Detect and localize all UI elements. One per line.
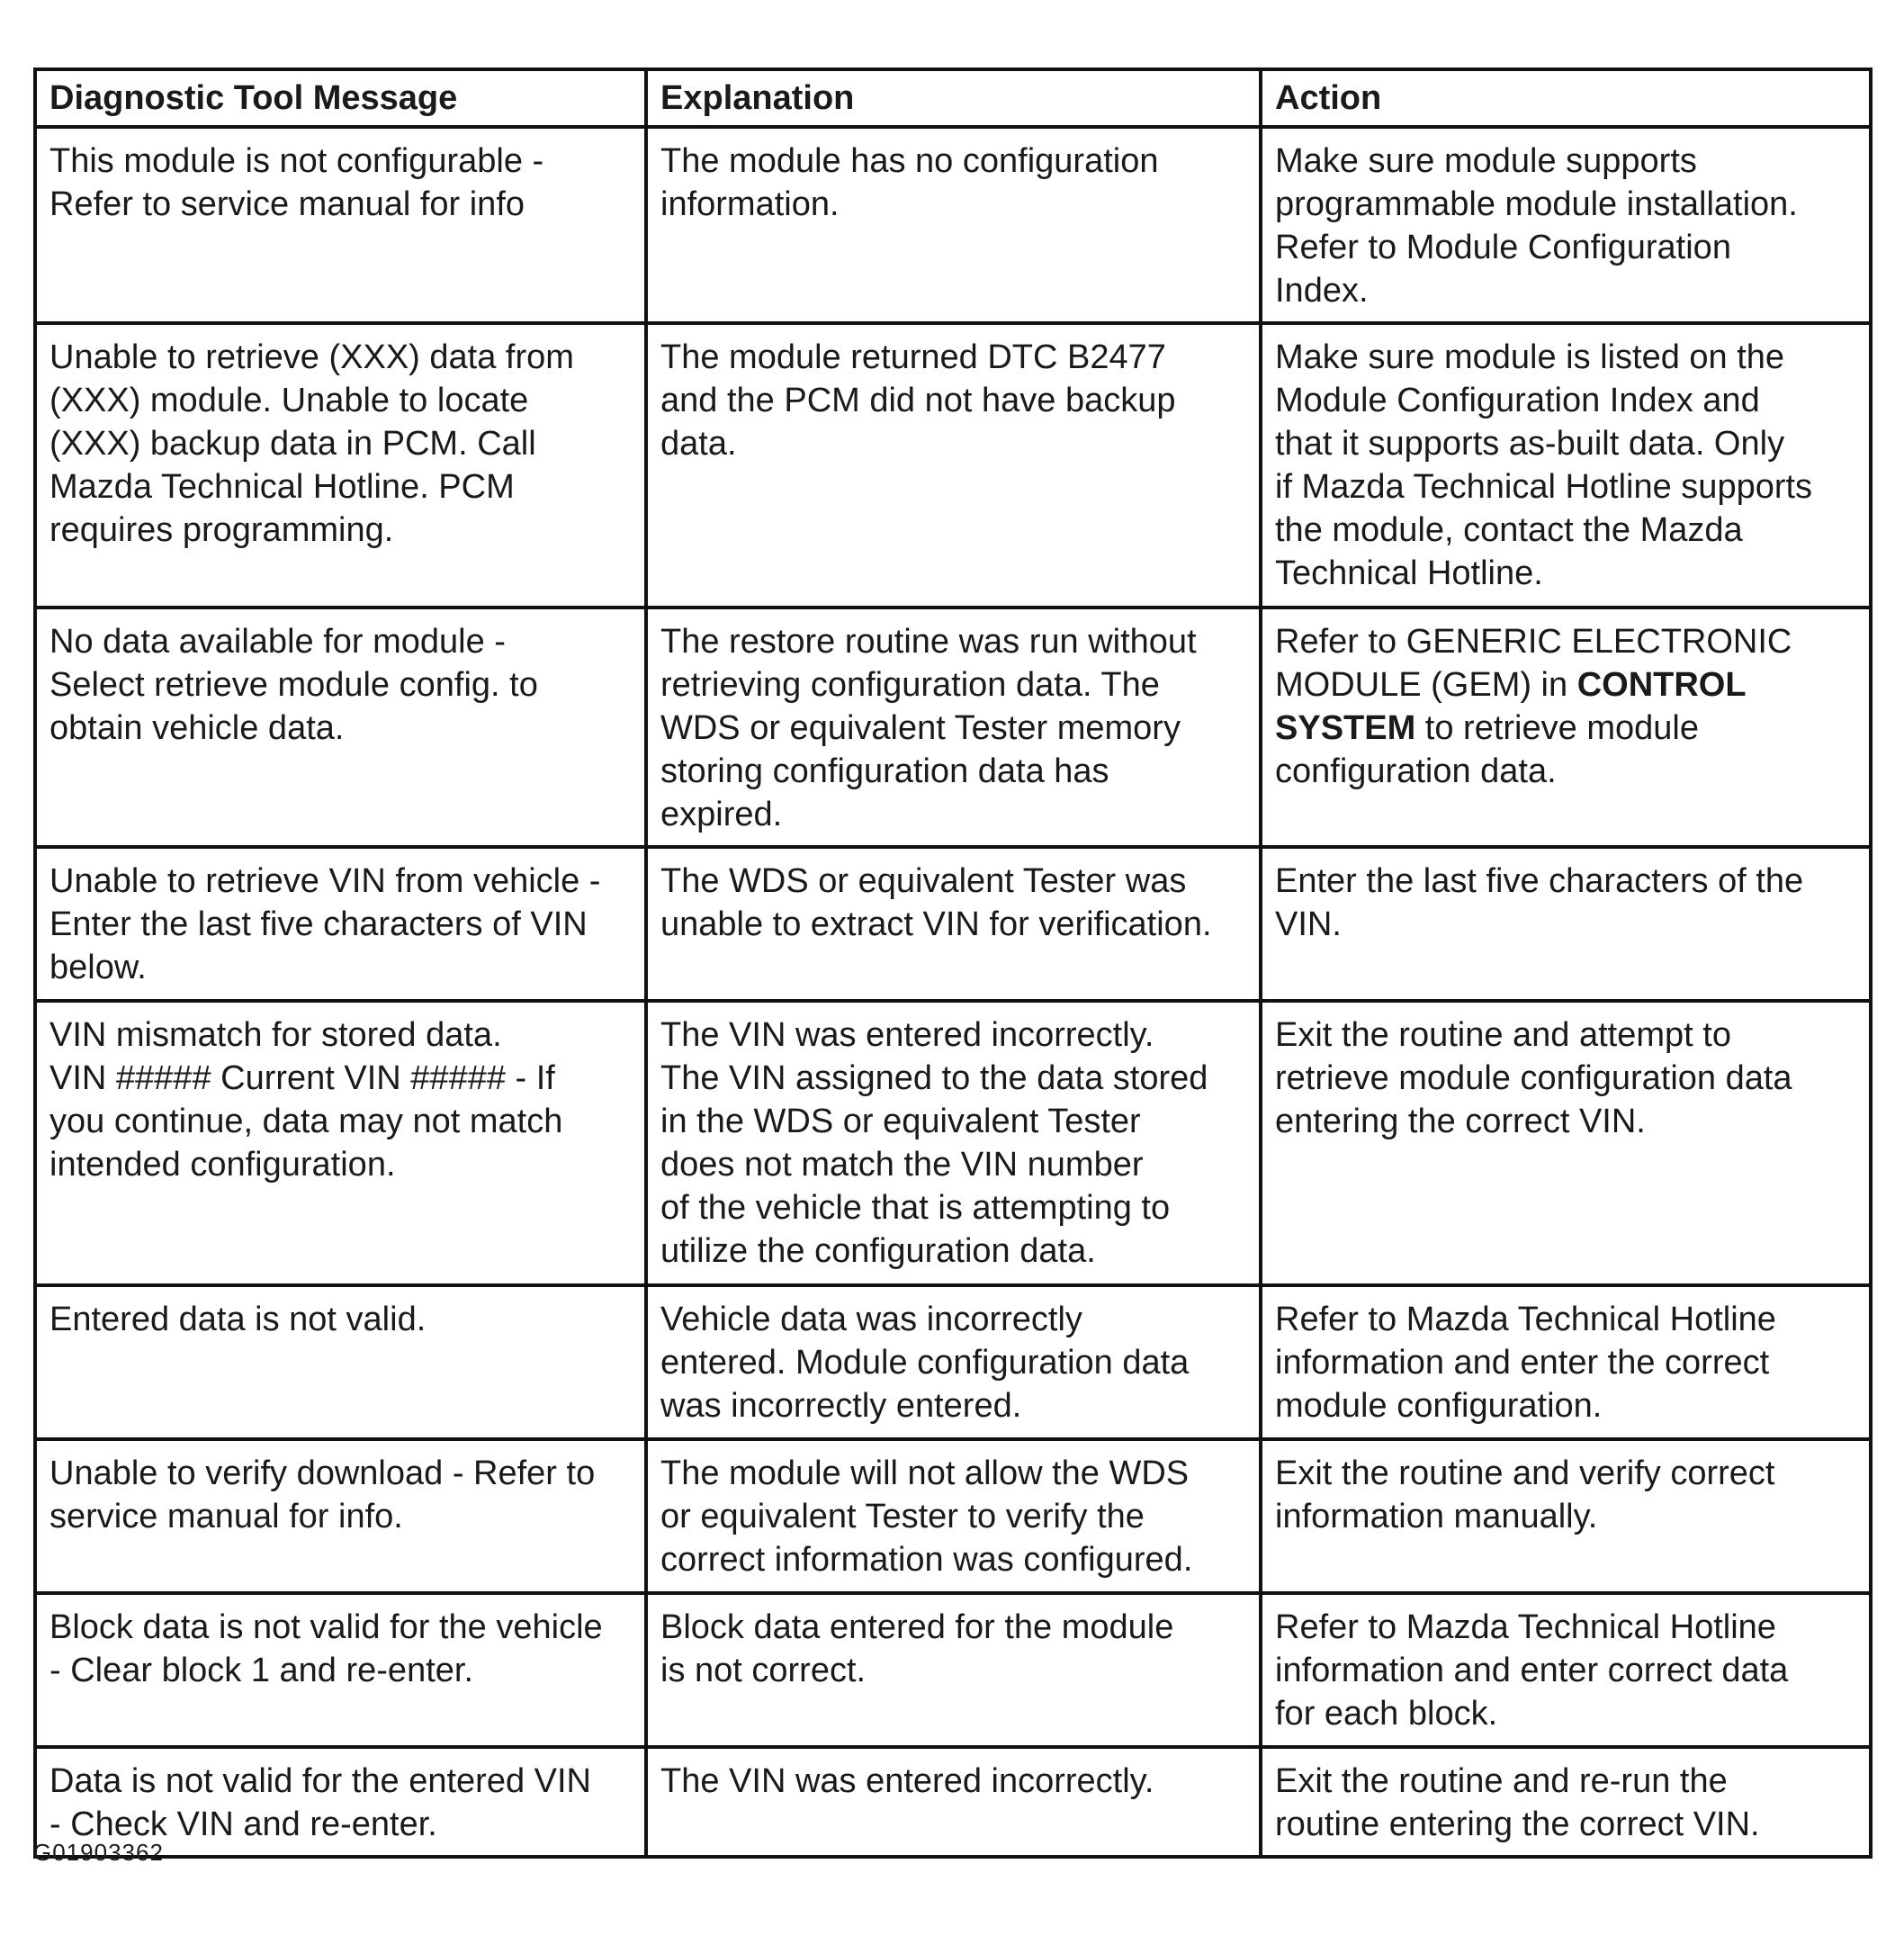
table-row xyxy=(35,847,1871,1001)
action-cell: Exit the routine and attempt to retrieve module configuration data entering the correct VIN. xyxy=(1261,1001,1871,1285)
action-text: to retrieve module configuration data. xyxy=(1275,709,1699,790)
diagnostic-message-table xyxy=(33,68,1873,1859)
action-cell: Make sure module is listed on the Module Configuration Index and that it supports as-built data. Only if Mazda Technical Hotline supports the module, contact the Mazda Technical Hotline. xyxy=(1261,323,1871,608)
action-cell: Refer to Mazda Technical Hotline information and enter correct data for each block. xyxy=(1261,1593,1871,1747)
action-cell: Enter the last five characters of the VIN. xyxy=(1261,847,1871,1001)
message-cell: Block data is not valid for the vehicle - Clear block 1 and re-enter. xyxy=(35,1593,646,1747)
header-explanation: Explanation xyxy=(646,69,1261,127)
explanation-cell: The WDS or equivalent Tester was unable to extract VIN for verification. xyxy=(646,847,1261,1001)
header-action: Action xyxy=(1261,69,1871,127)
explanation-cell: Block data entered for the module is not correct. xyxy=(646,1593,1261,1747)
explanation-cell: The module returned DTC B2477 and the PCM did not have backup data. xyxy=(646,323,1261,608)
explanation-cell: The restore routine was run without retrieving configuration data. The WDS or equivalent Tester memory storing configuration data has expired. xyxy=(646,608,1261,847)
action-cell: Make sure module supports programmable module installation. Refer to Module Configuration Index. xyxy=(1261,127,1871,323)
table-header-row xyxy=(35,69,1871,127)
action-text: Refer to GENERIC ELECTRONIC MODULE (GEM) in xyxy=(1275,623,1792,704)
action-bold-reference: CONTROL SYSTEM xyxy=(1275,666,1747,747)
action-cell: Refer to Mazda Technical Hotline information and enter the correct module configuration. xyxy=(1261,1285,1871,1439)
table-row xyxy=(35,608,1871,847)
table-row xyxy=(35,127,1871,323)
message-cell: No data available for module - Select retrieve module config. to obtain vehicle data. xyxy=(35,608,646,847)
action-cell xyxy=(1261,608,1871,847)
explanation-cell: The module will not allow the WDS or equivalent Tester to verify the correct information was configured. xyxy=(646,1439,1261,1593)
table-row xyxy=(35,1439,1871,1593)
table-row xyxy=(35,1285,1871,1439)
message-cell: Unable to verify download - Refer to service manual for info. xyxy=(35,1439,646,1593)
explanation-cell: The module has no configuration information. xyxy=(646,127,1261,323)
action-cell: Exit the routine and re-run the routine entering the correct VIN. xyxy=(1261,1747,1871,1857)
action-cell: Exit the routine and verify correct information manually. xyxy=(1261,1439,1871,1593)
table-row xyxy=(35,1001,1871,1285)
header-diagnostic-tool-message: Diagnostic Tool Message xyxy=(35,69,646,127)
message-cell: Unable to retrieve VIN from vehicle - Enter the last five characters of VIN below. xyxy=(35,847,646,1001)
explanation-cell: The VIN was entered incorrectly. The VIN assigned to the data stored in the WDS or equivalent Tester does not match the VIN number of the vehicle that is attempting to utilize the configuration data. xyxy=(646,1001,1261,1285)
message-cell: VIN mismatch for stored data. VIN ##### Current VIN ##### - If you continue, data may not match intended configuration. xyxy=(35,1001,646,1285)
explanation-cell: Vehicle data was incorrectly entered. Module configuration data was incorrectly entered. xyxy=(646,1285,1261,1439)
message-cell: Unable to retrieve (XXX) data from (XXX) module. Unable to locate (XXX) backup data in PCM. Call Mazda Technical Hotline. PCM requires programming. xyxy=(35,323,646,608)
table-row xyxy=(35,323,1871,608)
table-row xyxy=(35,1747,1871,1857)
message-cell: Entered data is not valid. xyxy=(35,1285,646,1439)
figure-id: G01903362 xyxy=(33,1839,164,1866)
message-cell: Data is not valid for the entered VIN - Check VIN and re-enter. xyxy=(35,1747,646,1857)
explanation-cell: The VIN was entered incorrectly. xyxy=(646,1747,1261,1857)
message-cell: This module is not configurable - Refer to service manual for info xyxy=(35,127,646,323)
table-row xyxy=(35,1593,1871,1747)
